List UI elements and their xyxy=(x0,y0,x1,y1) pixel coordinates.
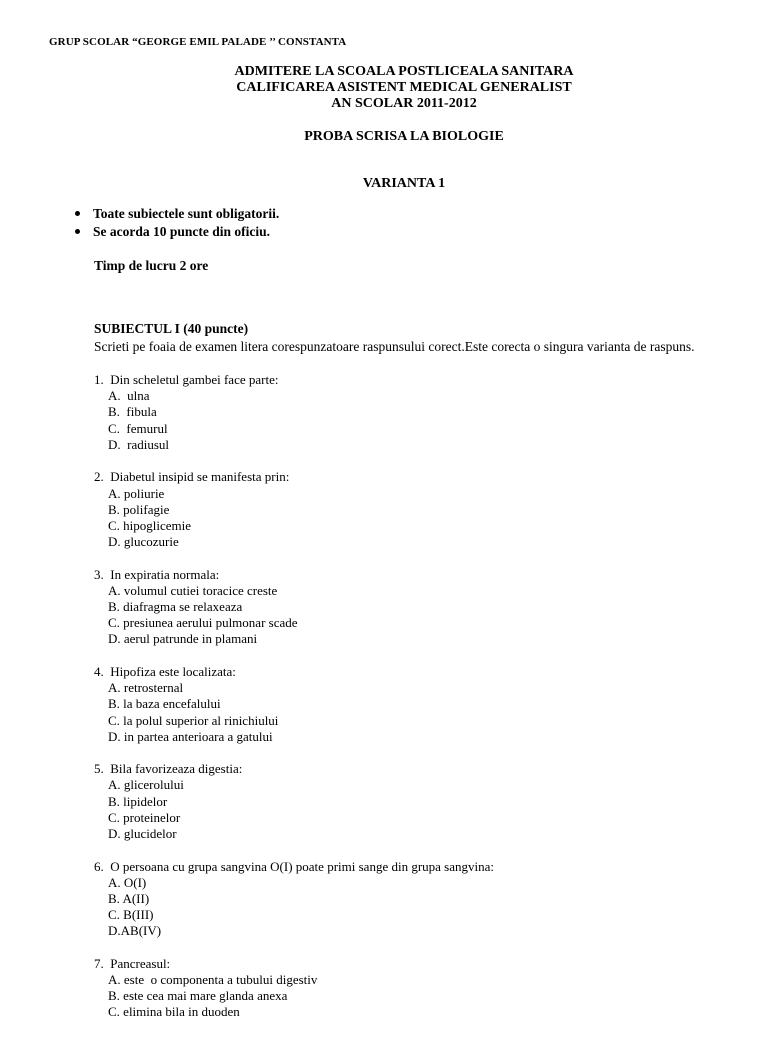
question-text: 2. Diabetul insipid se manifesta prin: xyxy=(94,469,290,485)
time-limit: Timp de lucru 2 ore xyxy=(94,258,209,273)
answer-option: C. presiunea aerului pulmonar scade xyxy=(108,615,298,631)
bullet-icon xyxy=(75,211,80,216)
question-text: 4. Hipofiza este localizata: xyxy=(94,663,236,679)
answer-option: A. retrosternal xyxy=(108,680,184,696)
answer-option: D. glucidelor xyxy=(108,826,177,842)
question xyxy=(94,372,494,453)
answer-option: C. proteinelor xyxy=(108,809,181,825)
answer-option: D.AB(IV) xyxy=(108,923,162,939)
exam-title-line: CALIFICAREA ASISTENT MEDICAL GENERALIST xyxy=(236,80,572,95)
answer-option: B. este cea mai mare glanda anexa xyxy=(108,988,288,1004)
question-text: 3. In expiratia normala: xyxy=(94,566,220,582)
subject-heading: SUBIECTUL I (40 puncte) xyxy=(94,321,249,336)
bullet-icon xyxy=(75,229,80,234)
answer-option: C. B(III) xyxy=(108,907,154,923)
rule-item xyxy=(72,223,279,241)
answer-option: B. diafragma se relaxeaza xyxy=(108,599,243,615)
rules-list xyxy=(72,205,279,240)
answer-option: C. femurul xyxy=(108,420,168,436)
question xyxy=(94,664,494,745)
rule-text: Toate subiectele sunt obligatorii. xyxy=(93,206,280,221)
question xyxy=(94,761,494,842)
answer-option: D. aerul patrunde in plamani xyxy=(108,631,258,647)
exam-title-line: AN SCOLAR 2011-2012 xyxy=(331,96,477,111)
question xyxy=(94,567,494,648)
question-text: 1. Din scheletul gambei face parte: xyxy=(94,372,279,387)
school-name: GRUP SCOLAR “GEORGE EMIL PALADE ’’ CONSTANTA xyxy=(49,36,347,48)
answer-option: B. lipidelor xyxy=(108,793,168,809)
subject-instructions: Scrieti pe foaia de examen litera corespunzatoare raspunsului corect.Este corecta o singura varianta de raspuns. xyxy=(94,339,695,354)
question xyxy=(94,859,494,940)
answer-option: B. A(II) xyxy=(108,890,150,906)
answer-option: D. in partea anterioara a gatului xyxy=(108,728,273,744)
questions-list xyxy=(94,372,494,1037)
exam-title-block xyxy=(0,64,768,112)
answer-option: A. ulna xyxy=(108,388,150,404)
exam-title-line: ADMITERE LA SCOALA POSTLICEALA SANITARA xyxy=(234,64,574,79)
answer-option: A. este o componenta a tubului digestiv xyxy=(108,972,318,988)
answer-option: A. O(I) xyxy=(108,874,147,890)
exam-variant: VARIANTA 1 xyxy=(362,176,446,191)
question xyxy=(94,469,494,550)
question xyxy=(94,956,494,1021)
answer-option: D. radiusul xyxy=(108,436,170,452)
rule-item xyxy=(72,205,279,223)
answer-option: C. elimina bila in duoden xyxy=(108,1004,240,1020)
answer-option: C. hipoglicemie xyxy=(108,517,192,533)
rule-text: Se acorda 10 puncte din oficiu. xyxy=(93,223,271,239)
answer-option: B. la baza encefalului xyxy=(108,696,221,712)
exam-subject-title: PROBA SCRISA LA BIOLOGIE xyxy=(304,129,504,144)
answer-option: B. fibula xyxy=(108,404,157,420)
question-text: 5. Bila favorizeaza digestia: xyxy=(94,761,243,777)
answer-option: D. glucozurie xyxy=(108,534,179,550)
answer-option: A. volumul cutiei toracice creste xyxy=(108,582,278,598)
answer-option: C. la polul superior al rinichiului xyxy=(108,712,279,728)
answer-option: A. glicerolului xyxy=(108,777,184,793)
question-text: 6. O persoana cu grupa sangvina O(I) poate primi sange din grupa sangvina: xyxy=(94,858,494,874)
answer-option: B. polifagie xyxy=(108,501,170,517)
question-text: 7. Pancreasul: xyxy=(94,955,171,971)
answer-option: A. poliurie xyxy=(108,485,165,501)
